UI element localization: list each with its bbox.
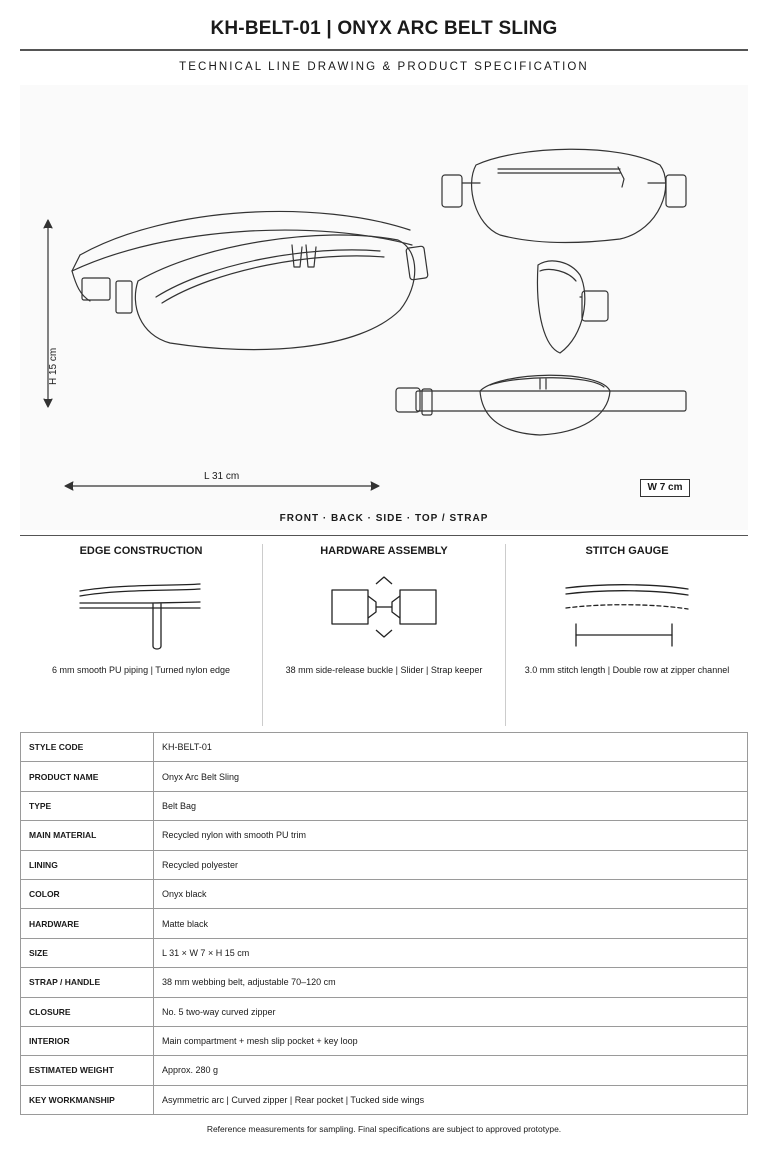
spec-key: LINING	[21, 850, 154, 879]
page-title: KH-BELT-01 | ONYX ARC BELT SLING	[210, 18, 558, 39]
detail-stitch-gauge	[506, 544, 748, 726]
spec-value: Main compartment + mesh slip pocket + key loop	[154, 1026, 748, 1055]
table-row	[21, 938, 748, 967]
spec-value: L 31 × W 7 × H 15 cm	[154, 938, 748, 967]
length-dimension-label: L 31 cm	[204, 471, 240, 482]
main-perspective-view	[72, 211, 428, 349]
specification-table	[20, 732, 748, 1115]
spec-key: CLOSURE	[21, 997, 154, 1026]
spec-value: Belt Bag	[154, 791, 748, 820]
table-row	[21, 1085, 748, 1114]
detail-title: EDGE CONSTRUCTION	[79, 545, 203, 557]
spec-value: Recycled polyester	[154, 850, 748, 879]
table-row	[21, 879, 748, 908]
line-drawing-illustration	[20, 85, 748, 530]
detail-title: HARDWARE ASSEMBLY	[320, 545, 448, 557]
spec-key: KEY WORKMANSHIP	[21, 1085, 154, 1114]
top-strap-view	[396, 375, 686, 435]
table-row	[21, 821, 748, 850]
front-view	[442, 149, 686, 242]
technical-drawing-panel	[20, 85, 748, 530]
buckle-icon	[263, 574, 505, 654]
detail-caption: 38 mm side-release buckle | Slider | Strap keeper	[285, 665, 483, 675]
spec-value: Onyx black	[154, 879, 748, 908]
section-divider	[20, 535, 748, 536]
spec-key: PRODUCT NAME	[21, 762, 154, 791]
spec-key: INTERIOR	[21, 1026, 154, 1055]
spec-key: MAIN MATERIAL	[21, 821, 154, 850]
edge-piping-icon	[20, 574, 262, 654]
stitch-gauge-icon	[506, 574, 748, 654]
table-row	[21, 1026, 748, 1055]
spec-key: STYLE CODE	[21, 733, 154, 762]
spec-key: TYPE	[21, 791, 154, 820]
spec-value: 38 mm webbing belt, adjustable 70–120 cm	[154, 968, 748, 997]
detail-caption: 6 mm smooth PU piping | Turned nylon edge	[52, 665, 230, 675]
spec-value: KH-BELT-01	[154, 733, 748, 762]
spec-value: Onyx Arc Belt Sling	[154, 762, 748, 791]
page-subtitle: TECHNICAL LINE DRAWING & PRODUCT SPECIFICATION	[179, 61, 589, 73]
width-dimension-badge: W 7 cm	[640, 479, 690, 497]
table-row	[21, 733, 748, 762]
height-dimension-label: H 15 cm	[48, 347, 59, 385]
spec-key: SIZE	[21, 938, 154, 967]
table-row	[21, 762, 748, 791]
detail-title: STITCH GAUGE	[585, 545, 669, 557]
spec-value: No. 5 two-way curved zipper	[154, 997, 748, 1026]
table-row	[21, 1056, 748, 1085]
table-row	[21, 909, 748, 938]
spec-value: Recycled nylon with smooth PU trim	[154, 821, 748, 850]
title-divider	[20, 49, 748, 51]
spec-value: Approx. 280 g	[154, 1056, 748, 1085]
footer-note: Reference measurements for sampling. Final specifications are subject to approved prototype.	[206, 1124, 562, 1134]
views-caption: FRONT · BACK · SIDE · TOP / STRAP	[279, 513, 489, 524]
spec-value: Asymmetric arc | Curved zipper | Rear pocket | Tucked side wings	[154, 1085, 748, 1114]
spec-value: Matte black	[154, 909, 748, 938]
table-row	[21, 850, 748, 879]
spec-key: ESTIMATED WEIGHT	[21, 1056, 154, 1085]
detail-caption: 3.0 mm stitch length | Double row at zipper channel	[524, 665, 730, 675]
table-row	[21, 791, 748, 820]
spec-key: HARDWARE	[21, 909, 154, 938]
spec-key: STRAP / HANDLE	[21, 968, 154, 997]
table-row	[21, 997, 748, 1026]
side-view	[537, 261, 608, 353]
detail-hardware-assembly	[263, 544, 505, 726]
table-row	[21, 968, 748, 997]
spec-key: COLOR	[21, 879, 154, 908]
detail-edge-construction	[20, 544, 262, 726]
